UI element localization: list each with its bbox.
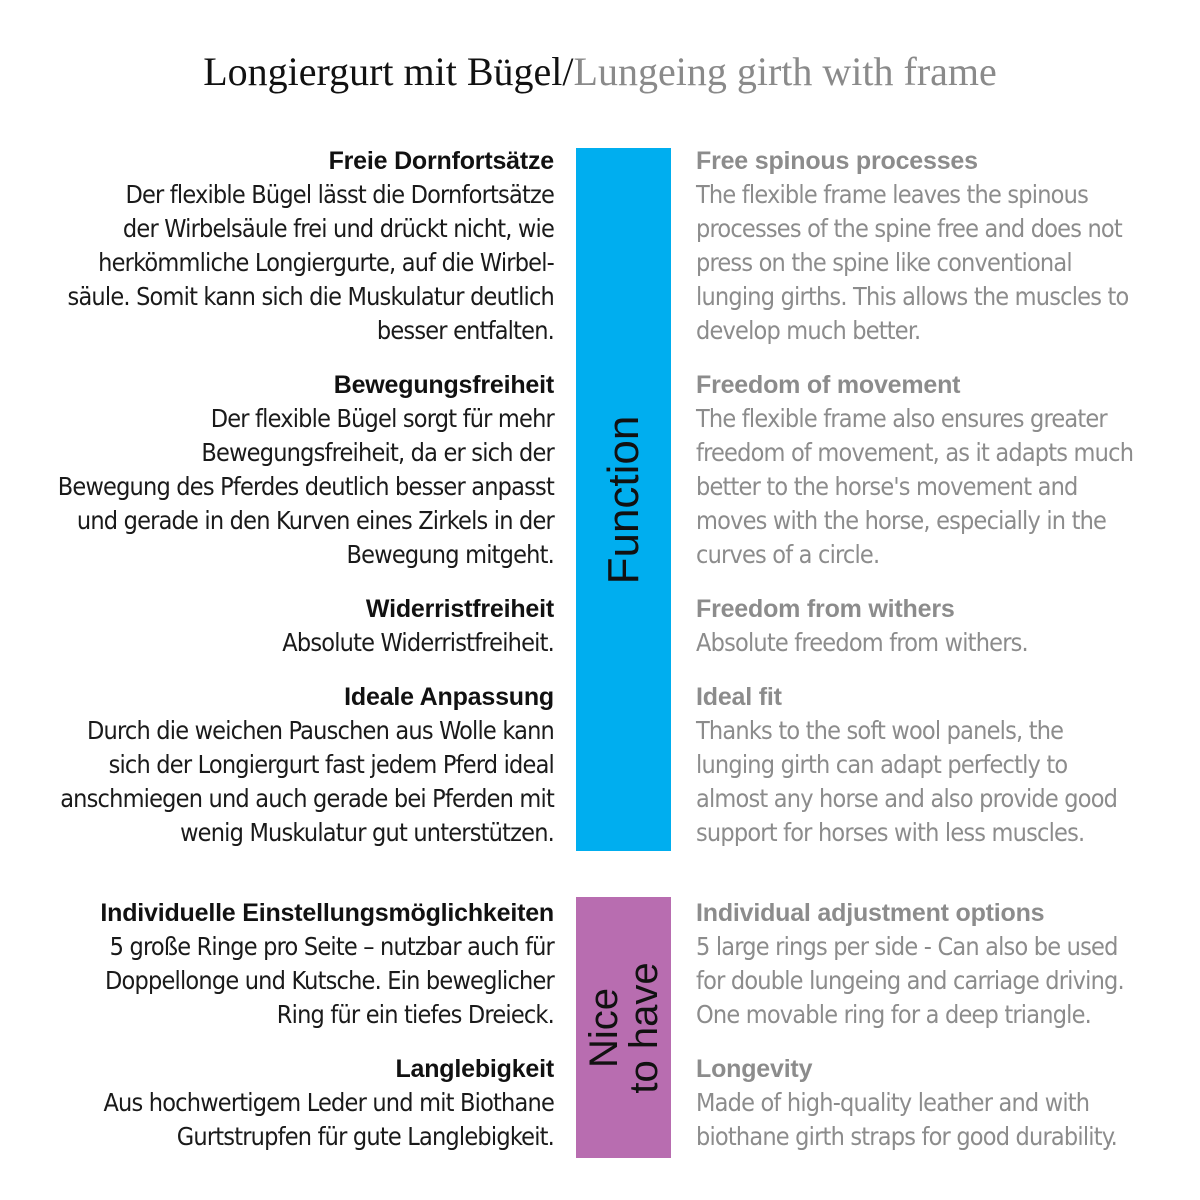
english-body — [696, 1086, 1196, 1154]
english-heading: Ideal fit — [696, 683, 782, 711]
nice-to-have-bar — [576, 897, 671, 1158]
german-body — [6, 178, 554, 348]
english-body — [696, 930, 1196, 1032]
german-line: Ring für ein tiefes Dreieck. — [276, 1000, 554, 1029]
german-section-spinous — [6, 144, 554, 348]
german-body — [6, 930, 554, 1032]
german-line: wenig Muskulatur gut unterstützen. — [180, 818, 554, 847]
english-section-fit — [696, 680, 1196, 850]
english-line: biothane girth straps for good durability. — [696, 1122, 1118, 1151]
german-body — [6, 626, 554, 660]
german-section-fit — [6, 680, 554, 850]
german-body — [6, 1086, 554, 1154]
title-english: Lungeing girth with frame — [573, 49, 997, 94]
english-body — [696, 178, 1196, 348]
german-line: Durch die weichen Pauschen aus Wolle kann — [87, 716, 554, 745]
german-line: Doppellonge und Kutsche. Ein beweglicher — [105, 966, 554, 995]
english-body — [696, 626, 1196, 660]
english-section-movement — [696, 368, 1196, 572]
german-line: säule. Somit kann sich die Muskulatur deutlich — [67, 282, 554, 311]
german-line: und gerade in den Kurven eines Zirkels in der — [76, 506, 554, 535]
nice-label-line2: to have — [621, 961, 666, 1094]
german-heading: Individuelle Einstellungsmöglichkeiten — [100, 899, 554, 927]
english-line: press on the spine like conventional — [696, 248, 1072, 277]
function-bar-label — [598, 415, 648, 584]
english-line: 5 large rings per side - Can also be used — [696, 932, 1118, 961]
function-bar — [576, 148, 671, 851]
german-line: Bewegung des Pferdes deutlich besser anpasst — [57, 472, 554, 501]
english-heading: Freedom of movement — [696, 371, 961, 399]
english-heading: Individual adjustment options — [696, 899, 1045, 927]
german-line: Der flexible Bügel lässt die Dornfortsätze — [125, 180, 554, 209]
german-heading: Bewegungsfreiheit — [333, 371, 554, 399]
english-line: lunging girth can adapt perfectly to — [696, 750, 1068, 779]
title-german: Longiergurt mit Bügel/ — [203, 49, 574, 94]
nice-to-have-bar-label — [581, 961, 666, 1094]
english-line: develop much better. — [696, 316, 921, 345]
english-heading: Longevity — [696, 1055, 813, 1083]
english-line: curves of a circle. — [696, 540, 880, 569]
german-body — [6, 714, 554, 850]
english-line: Thanks to the soft wool panels, the — [696, 716, 1064, 745]
english-line: processes of the spine free and does not — [696, 214, 1122, 243]
english-line: moves with the horse, especially in the — [696, 506, 1107, 535]
english-body — [696, 714, 1196, 850]
german-line: Bewegungsfreiheit, da er sich der — [201, 438, 554, 467]
german-heading: Widerristfreiheit — [365, 595, 554, 623]
german-line: Der flexible Bügel sorgt für mehr — [210, 404, 554, 433]
english-line: Absolute freedom from withers. — [696, 628, 1028, 657]
english-line: lunging girths. This allows the muscles to — [696, 282, 1129, 311]
german-line: herkömmliche Longiergurte, auf die Wirbel- — [98, 248, 554, 277]
english-section-withers — [696, 592, 1196, 660]
german-heading: Freie Dornfortsätze — [328, 147, 554, 175]
english-line: One movable ring for a deep triangle. — [696, 1000, 1092, 1029]
function-label: Function — [598, 415, 648, 584]
english-heading: Free spinous processes — [696, 147, 978, 175]
german-line: Aus hochwertigem Leder und mit Biothane — [103, 1088, 554, 1117]
english-body — [696, 402, 1196, 572]
english-line: better to the horse's movement and — [696, 472, 1078, 501]
english-line: Made of high-quality leather and with — [696, 1088, 1090, 1117]
german-line: Absolute Widerristfreiheit. — [282, 628, 554, 657]
german-body — [6, 402, 554, 572]
german-heading: Langlebigkeit — [395, 1055, 554, 1083]
german-line: sich der Longiergurt fast jedem Pferd ideal — [108, 750, 554, 779]
german-heading: Ideale Anpassung — [344, 683, 554, 711]
english-line: freedom of movement, as it adapts much — [696, 438, 1134, 467]
nice-label-line1: Nice — [581, 987, 626, 1068]
page-title — [0, 48, 1200, 96]
english-line: The flexible frame leaves the spinous — [696, 180, 1089, 209]
german-line: besser entfalten. — [376, 316, 554, 345]
english-heading: Freedom from withers — [696, 595, 955, 623]
german-section-withers — [6, 592, 554, 660]
english-section-spinous — [696, 144, 1196, 348]
english-line: The flexible frame also ensures greater — [696, 404, 1107, 433]
english-line: almost any horse and also provide good — [696, 784, 1118, 813]
german-line: der Wirbelsäule frei und drückt nicht, wie — [122, 214, 554, 243]
english-line: for double lungeing and carriage driving. — [696, 966, 1124, 995]
german-line: Gurtstrupfen für gute Langlebigkeit. — [176, 1122, 554, 1151]
german-line: anschmiegen und auch gerade bei Pferden mit — [60, 784, 554, 813]
english-section-adjustment — [696, 896, 1196, 1032]
german-section-movement — [6, 368, 554, 572]
german-line: Bewegung mitgeht. — [346, 540, 554, 569]
english-line: support for horses with less muscles. — [696, 818, 1085, 847]
german-line: 5 große Ringe pro Seite – nutzbar auch für — [109, 932, 554, 961]
german-section-adjustment — [6, 896, 554, 1032]
english-section-longevity — [696, 1052, 1196, 1154]
german-section-longevity — [6, 1052, 554, 1154]
